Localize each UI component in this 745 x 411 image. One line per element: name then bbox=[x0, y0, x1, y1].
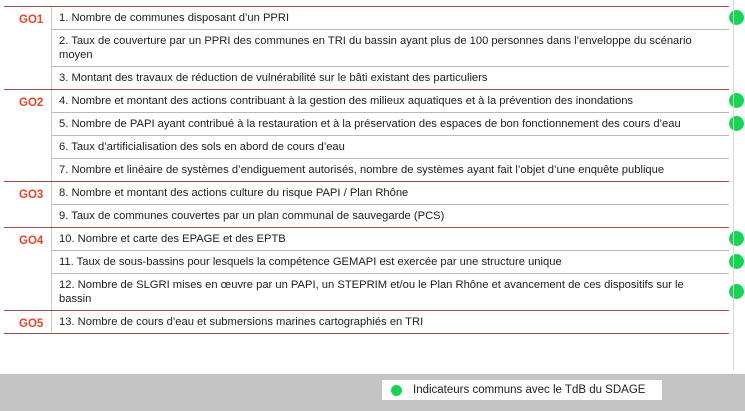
legend-bar bbox=[0, 374, 745, 411]
frame-edge bbox=[733, 0, 734, 370]
indicator-label: 3. Montant des travaux de réduction de vulnérabilité sur le bâti existant des particuliers bbox=[59, 72, 488, 84]
group-code: GO5 bbox=[4, 311, 52, 333]
indicator-label: 13. Nombre de cours d’eau et submersions marines cartographiés en TRI bbox=[59, 316, 424, 328]
indicator-row bbox=[52, 250, 729, 273]
indicator-row bbox=[52, 158, 729, 181]
group-go3 bbox=[4, 181, 729, 227]
green-dot-icon bbox=[391, 385, 402, 396]
indicator-row bbox=[52, 228, 729, 250]
common-indicator-dot-icon bbox=[729, 231, 744, 246]
group-code: GO1 bbox=[4, 7, 52, 89]
group-go1 bbox=[4, 6, 729, 89]
indicator-label: 10. Nombre et carte des EPAGE et des EPTB bbox=[59, 233, 286, 245]
indicator-label: 12. Nombre de SLGRI mises en œuvre par un PAPI, un STEPRIM et/ou le Plan Rhône et avancement de ces dispositifs sur le bassin bbox=[59, 279, 684, 305]
group-go2 bbox=[4, 89, 729, 181]
indicator-row bbox=[52, 311, 729, 333]
indicator-label: 1. Nombre de communes disposant d’un PPRI bbox=[59, 12, 290, 24]
common-indicator-dot-icon bbox=[729, 116, 744, 131]
indicator-row bbox=[52, 273, 729, 310]
group-code: GO4 bbox=[4, 228, 52, 310]
indicator-row bbox=[52, 182, 729, 204]
indicator-row bbox=[52, 204, 729, 227]
group-code: GO2 bbox=[4, 90, 52, 181]
indicator-label: 4. Nombre et montant des actions contribuant à la gestion des milieux aquatiques et à la prévention des inondations bbox=[59, 95, 634, 107]
indicator-row bbox=[52, 29, 729, 66]
common-indicator-dot-icon bbox=[729, 254, 744, 269]
legend bbox=[382, 380, 662, 400]
indicator-label: 9. Taux de communes couvertes par un plan communal de sauvegarde (PCS) bbox=[59, 210, 445, 222]
indicator-label: 6. Taux d’artificialisation des sols en abord de cours d’eau bbox=[59, 141, 345, 153]
indicator-label: 8. Nombre et montant des actions culture du risque PAPI / Plan Rhône bbox=[59, 187, 409, 199]
common-indicator-dot-icon bbox=[729, 284, 744, 299]
indicator-label: 7. Nombre et linéaire de systèmes d’endiguement autorisés, nombre de systèmes ayant fait l’objet d’une enquête publique bbox=[59, 164, 665, 176]
common-indicator-dot-icon bbox=[729, 10, 744, 25]
indicator-row bbox=[52, 90, 729, 112]
group-go4 bbox=[4, 227, 729, 310]
indicator-label: 5. Nombre de PAPI ayant contribué à la restauration et à la préservation des espaces de bon fonctionnement des cours d’eau bbox=[59, 118, 681, 130]
indicator-row bbox=[52, 7, 729, 29]
group-go5 bbox=[4, 310, 729, 334]
common-indicator-dot-icon bbox=[729, 93, 744, 108]
indicators-table bbox=[4, 6, 729, 334]
group-code: GO3 bbox=[4, 182, 52, 227]
indicator-row bbox=[52, 135, 729, 158]
indicator-label: 2. Taux de couverture par un PPRI des communes en TRI du bassin ayant plus de 100 personnes dans l’enveloppe du scénario moyen bbox=[59, 35, 692, 61]
indicator-row bbox=[52, 66, 729, 89]
indicator-label: 11. Taux de sous-bassins pour lesquels la compétence GEMAPI est exercée par une structure unique bbox=[59, 256, 562, 268]
indicator-row bbox=[52, 112, 729, 135]
legend-label: Indicateurs communs avec le TdB du SDAGE bbox=[413, 384, 646, 396]
